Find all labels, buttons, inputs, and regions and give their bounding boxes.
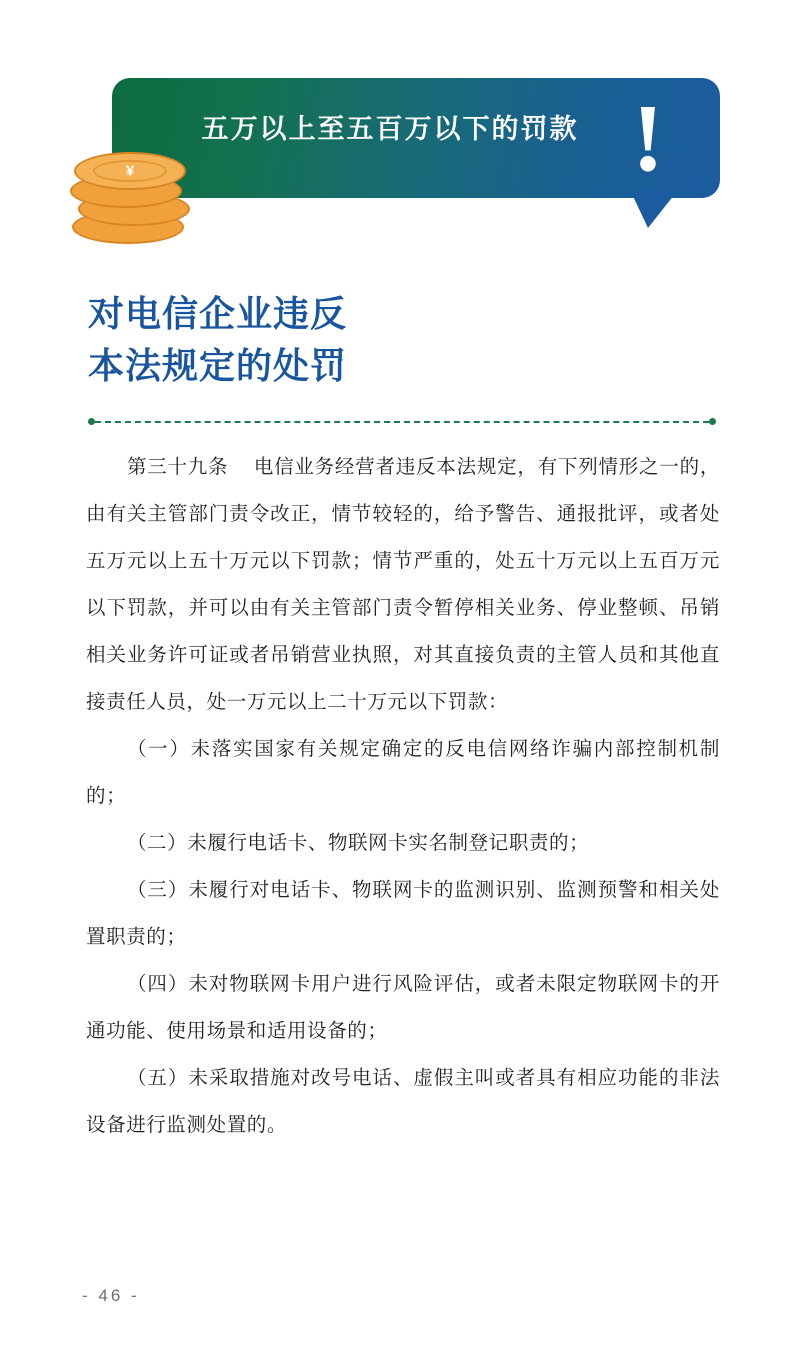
article-lead-paragraph bbox=[86, 444, 720, 726]
article-item: （四）未对物联网卡用户进行风险评估，或者未限定物联网卡的开通功能、使用场景和适用设备的； bbox=[86, 973, 720, 1042]
banner bbox=[0, 70, 800, 270]
article-item: （五）未采取措施对改号电话、虚假主叫或者具有相应功能的非法设备进行监测处置的。 bbox=[86, 1067, 720, 1136]
divider-line bbox=[95, 421, 709, 423]
article-item: （一）未落实国家有关规定确定的反电信网络诈骗内部控制机制的； bbox=[86, 738, 720, 807]
coin-top-icon bbox=[74, 152, 186, 190]
page-number: - 46 - bbox=[82, 1286, 140, 1305]
article-body bbox=[86, 444, 720, 1149]
article-label: 第三十九条 bbox=[126, 456, 229, 478]
page-title-line-1: 对电信企业违反 bbox=[88, 293, 348, 334]
currency-symbol: ¥ bbox=[125, 162, 135, 180]
page-title-line-2: 本法规定的处罚 bbox=[88, 345, 348, 386]
coins-illustration bbox=[68, 148, 193, 248]
article-lead-text: 电信业务经营者违反本法规定，有下列情形之一的，由有关主管部门责令改正，情节较轻的，给予警告、通报批评，或者处五万元以上五十万元以下罚款；情节严重的，处五十万元以上五百万元以下罚款，并可以由有关主管部门责令暂停相关业务、停业整顿、吊销相关业务许可证或者吊销营业执照，对其直接负责的主管人员和其他直接责任人员，处一万元以上二十万元以下罚款： bbox=[86, 456, 720, 713]
divider-dot-left bbox=[88, 418, 95, 425]
page-title bbox=[88, 288, 347, 392]
article-item: （二）未履行电话卡、物联网卡实名制登记职责的； bbox=[126, 832, 590, 854]
exclamation-icon: ! bbox=[632, 84, 664, 191]
banner-bubble-tail bbox=[630, 190, 678, 228]
article-item: （三）未履行对电话卡、物联网卡的监测识别、监测预警和相关处置职责的； bbox=[86, 879, 720, 948]
divider-dot-right bbox=[709, 418, 716, 425]
dotted-divider bbox=[88, 418, 716, 425]
banner-title: 五万以上至五百万以下的罚款 bbox=[201, 114, 579, 144]
